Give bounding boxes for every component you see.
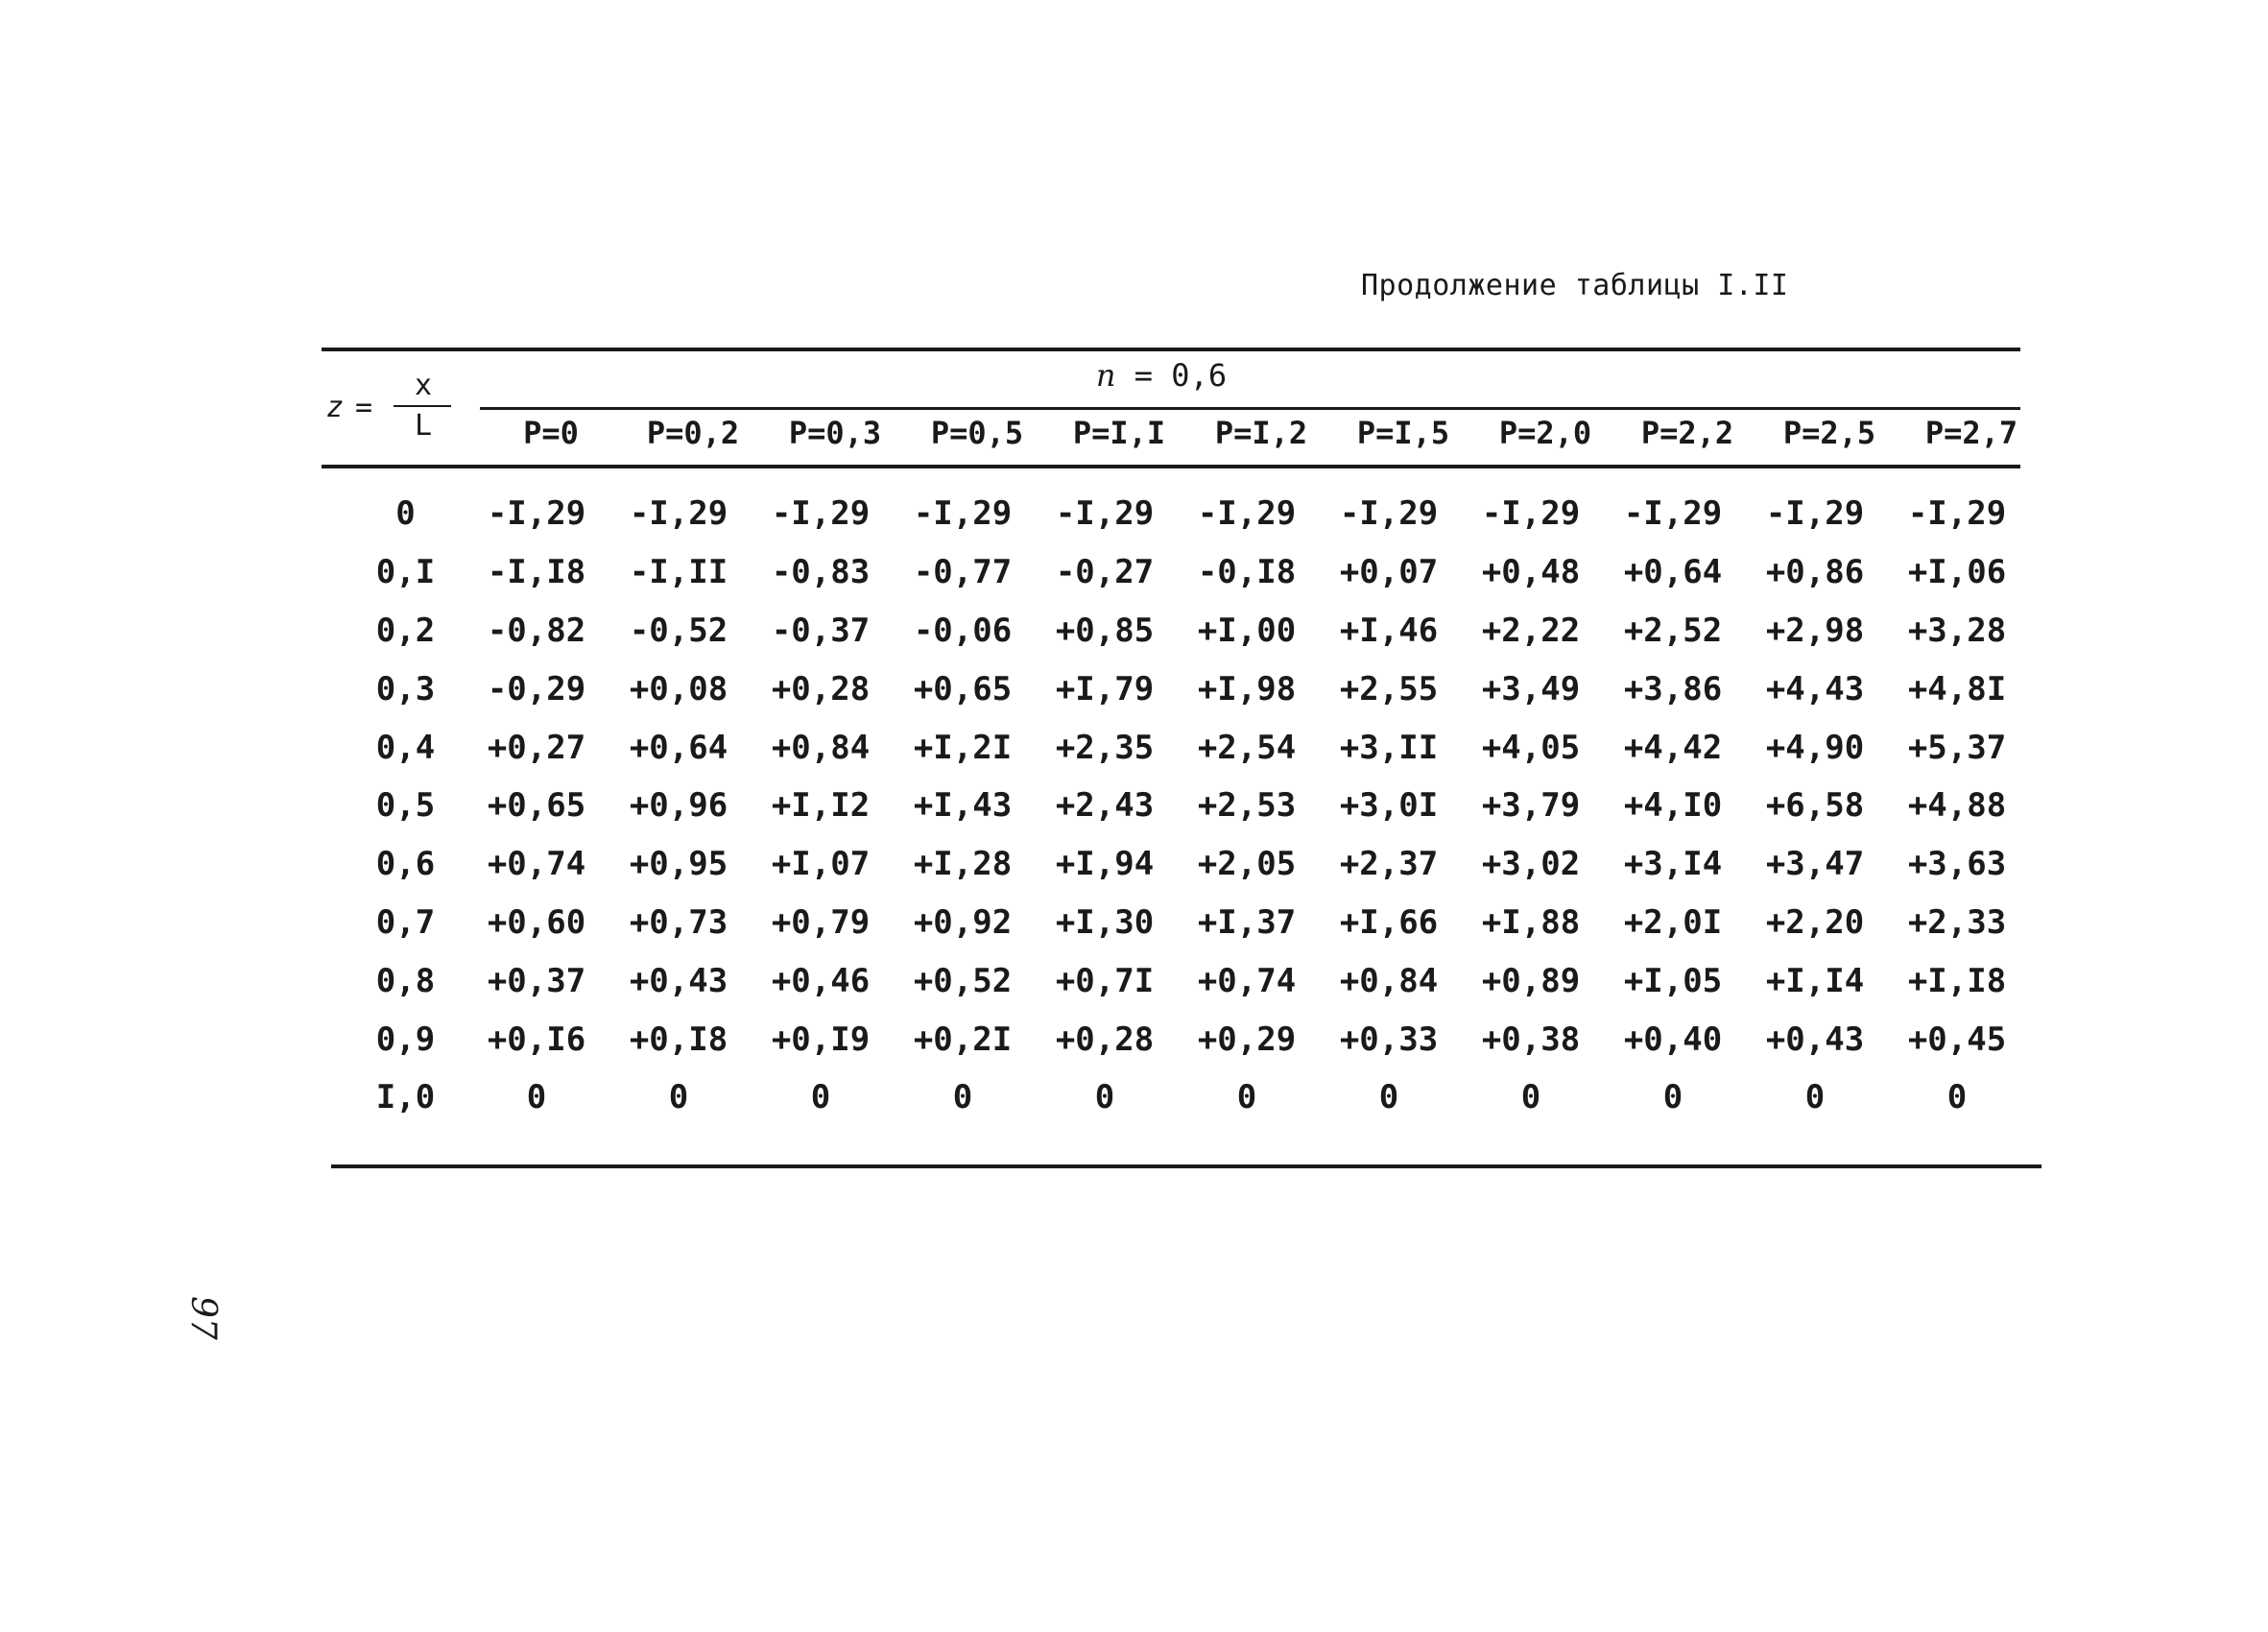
table-row [346,718,2044,777]
table-cell: 0 [1378,1078,1399,1117]
bottom-rule [331,1164,2041,1168]
table-cell: +0,7I [1055,961,1155,1000]
table-row [346,660,2044,718]
z-value-cell: 0,2 [375,611,436,650]
table-cell: +I,06 [1907,553,2007,592]
table-cell: -I,29 [1481,494,1581,534]
table-cell: +I,46 [1339,611,1439,650]
table-row [346,894,2044,952]
table-row [346,485,2044,543]
p-header-cell: P=0 [523,415,579,451]
table-cell: +3,02 [1481,845,1581,884]
table-body [346,485,2044,1127]
table-cell: +3,49 [1481,669,1581,708]
table-cell: 0 [810,1078,831,1117]
table-cell: +4,90 [1765,728,1865,767]
p-header-cell: P=0,2 [646,415,740,451]
table-cell: +4,42 [1623,728,1723,767]
table-cell: +I,79 [1055,669,1155,708]
z-value-cell: 0 [395,494,416,534]
p-header-cell: P=I,5 [1356,415,1450,451]
table-row [346,835,2044,894]
table-cell: -I,29 [1765,494,1865,534]
p-header-row [480,415,2035,457]
table-cell: -I,29 [913,494,1013,534]
table-cell: +0,40 [1623,1020,1723,1059]
table-cell: +0,28 [1055,1020,1155,1059]
table-cell: +2,55 [1339,669,1439,708]
table-cell: +0,28 [771,669,871,708]
table-cell: -0,27 [1055,553,1155,592]
z-value-cell: 0,5 [375,786,436,826]
z-column-header [326,369,461,445]
table-cell: 0 [1662,1078,1683,1117]
table-cell: +0,29 [1197,1020,1297,1059]
table-cell: +I,30 [1055,902,1155,942]
table-cell: 0 [1236,1078,1257,1117]
table-cell: +0,74 [487,845,586,884]
table-cell: +2,20 [1765,902,1865,942]
table-cell: +0,74 [1197,961,1297,1000]
table-cell: +0,2I [913,1020,1013,1059]
table-cell: +0,38 [1481,1020,1581,1059]
table-cell: -I,II [629,553,728,592]
table-cell: +I,37 [1197,902,1297,942]
table-cell: +3,II [1339,728,1439,767]
table-cell: +0,48 [1481,553,1581,592]
z-equals: = [355,391,373,424]
p-header-cell: P=I,2 [1214,415,1308,451]
table-cell: -I,29 [1623,494,1723,534]
table-cell: +2,52 [1623,611,1723,650]
table-cell: +0,95 [629,845,728,884]
table-cell: -I,29 [1339,494,1439,534]
table-row [346,1068,2044,1127]
table-cell: +3,47 [1765,845,1865,884]
table-cell: +2,05 [1197,845,1297,884]
z-value-cell: 0,3 [375,669,436,708]
table-cell: -I,29 [629,494,728,534]
table-cell: 0 [668,1078,689,1117]
table-cell: +I,66 [1339,902,1439,942]
table-cell: -0,I8 [1197,553,1297,592]
table-cell: +I,94 [1055,845,1155,884]
table-cell: +2,33 [1907,902,2007,942]
table-row [346,1010,2044,1068]
table-cell: +0,I8 [629,1020,728,1059]
table-cell: +I,2I [913,728,1013,767]
param-rule [480,407,2020,410]
table-cell: 0 [526,1078,547,1117]
table-cell: +I,07 [771,845,871,884]
table-cell: +4,I0 [1623,786,1723,826]
table-cell: +I,28 [913,845,1013,884]
table-row [346,602,2044,660]
table-cell: +0,52 [913,961,1013,1000]
table-cell: -0,82 [487,611,586,650]
p-header-cell: P=0,3 [788,415,882,451]
z-denominator: L [415,409,433,443]
table-cell: +0,27 [487,728,586,767]
table-cell: +0,85 [1055,611,1155,650]
p-header-cell: P=0,5 [930,415,1024,451]
table-cell: +2,53 [1197,786,1297,826]
table-cell: +0,79 [771,902,871,942]
table-cell: -0,77 [913,553,1013,592]
top-rule [322,348,2020,351]
table-cell: +2,43 [1055,786,1155,826]
table-cell: +3,28 [1907,611,2007,650]
table-cell: +0,84 [1339,961,1439,1000]
table-cell: -0,52 [629,611,728,650]
table-row [346,951,2044,1010]
z-value-cell: 0,9 [375,1020,436,1059]
table-cell: -I,29 [1197,494,1297,534]
table-cell: +0,92 [913,902,1013,942]
table-cell: -I,I8 [487,553,586,592]
table-cell: +I,98 [1197,669,1297,708]
table-cell: +3,63 [1907,845,2007,884]
z-numerator: x [415,369,433,402]
table-cell: +3,I4 [1623,845,1723,884]
table-cell: +0,60 [487,902,586,942]
header-rule [322,465,2020,468]
table-cell: -I,29 [487,494,586,534]
param-symbol: n [1095,357,1116,394]
table-cell: +0,65 [487,786,586,826]
z-value-cell: I,0 [375,1078,436,1117]
z-value-cell: 0,I [375,553,436,592]
table-cell: +0,64 [629,728,728,767]
table-cell: +4,43 [1765,669,1865,708]
table-cell: -0,06 [913,611,1013,650]
table-cell: -0,83 [771,553,871,592]
table-cell: +I,I4 [1765,961,1865,1000]
table-cell: -I,29 [771,494,871,534]
table-cell: +0,37 [487,961,586,1000]
table-cell: +2,35 [1055,728,1155,767]
table-cell: +I,43 [913,786,1013,826]
table-cell: +3,0I [1339,786,1439,826]
table-cell: +I,I2 [771,786,871,826]
z-value-cell: 0,7 [375,902,436,942]
table-cell: +0,89 [1481,961,1581,1000]
z-value-cell: 0,4 [375,728,436,767]
table-cell: +3,79 [1481,786,1581,826]
table-cell: +2,22 [1481,611,1581,650]
table-cell: +0,96 [629,786,728,826]
table-cell: +0,08 [629,669,728,708]
table-row [346,777,2044,835]
table-cell: +4,05 [1481,728,1581,767]
table-cell: +I,I8 [1907,961,2007,1000]
fraction-bar [394,405,451,407]
table-cell: +0,84 [771,728,871,767]
table-cell: -I,29 [1055,494,1155,534]
table-cell: +4,8I [1907,669,2007,708]
table-cell: +0,I9 [771,1020,871,1059]
table-cell: +0,64 [1623,553,1723,592]
z-value-cell: 0,8 [375,961,436,1000]
table-cell: +0,I6 [487,1020,586,1059]
table-cell: 0 [1094,1078,1115,1117]
p-header-cell: P=2,5 [1782,415,1876,451]
table-cell: +2,0I [1623,902,1723,942]
table-cell: +2,54 [1197,728,1297,767]
table-row [346,543,2044,602]
param-header [1017,357,1305,394]
table-cell: -0,37 [771,611,871,650]
table-cell: +6,58 [1765,786,1865,826]
table-cell: +0,33 [1339,1020,1439,1059]
p-header-cell: P=I,I [1072,415,1166,451]
table-cell: -I,29 [1907,494,2007,534]
table-cell: 0 [952,1078,973,1117]
param-value: = 0,6 [1115,357,1228,394]
table-caption: Продолжение таблицы I.II [1361,269,1789,302]
p-header-cell: P=2,7 [1924,415,2018,451]
table-cell: +3,86 [1623,669,1723,708]
p-header-cell: P=2,0 [1498,415,1592,451]
p-header-cell: P=2,2 [1640,415,1734,451]
table-cell: +I,88 [1481,902,1581,942]
table-cell: +I,05 [1623,961,1723,1000]
table-cell: -0,29 [487,669,586,708]
z-value-cell: 0,6 [375,845,436,884]
table-cell: +0,65 [913,669,1013,708]
table-cell: +0,86 [1765,553,1865,592]
table-cell: +I,00 [1197,611,1297,650]
table-cell: +0,43 [1765,1020,1865,1059]
table-cell: 0 [1946,1078,1968,1117]
table-cell: +2,37 [1339,845,1439,884]
z-symbol: z [326,391,345,424]
table-cell: +4,88 [1907,786,2007,826]
table-cell: 0 [1804,1078,1826,1117]
table-cell: +0,45 [1907,1020,2007,1059]
table-cell: +5,37 [1907,728,2007,767]
page-number: 97 [183,1296,223,1340]
table-cell: +2,98 [1765,611,1865,650]
table-cell: +0,46 [771,961,871,1000]
table-cell: +0,07 [1339,553,1439,592]
table-cell: +0,43 [629,961,728,1000]
table-cell: 0 [1520,1078,1541,1117]
table-cell: +0,73 [629,902,728,942]
